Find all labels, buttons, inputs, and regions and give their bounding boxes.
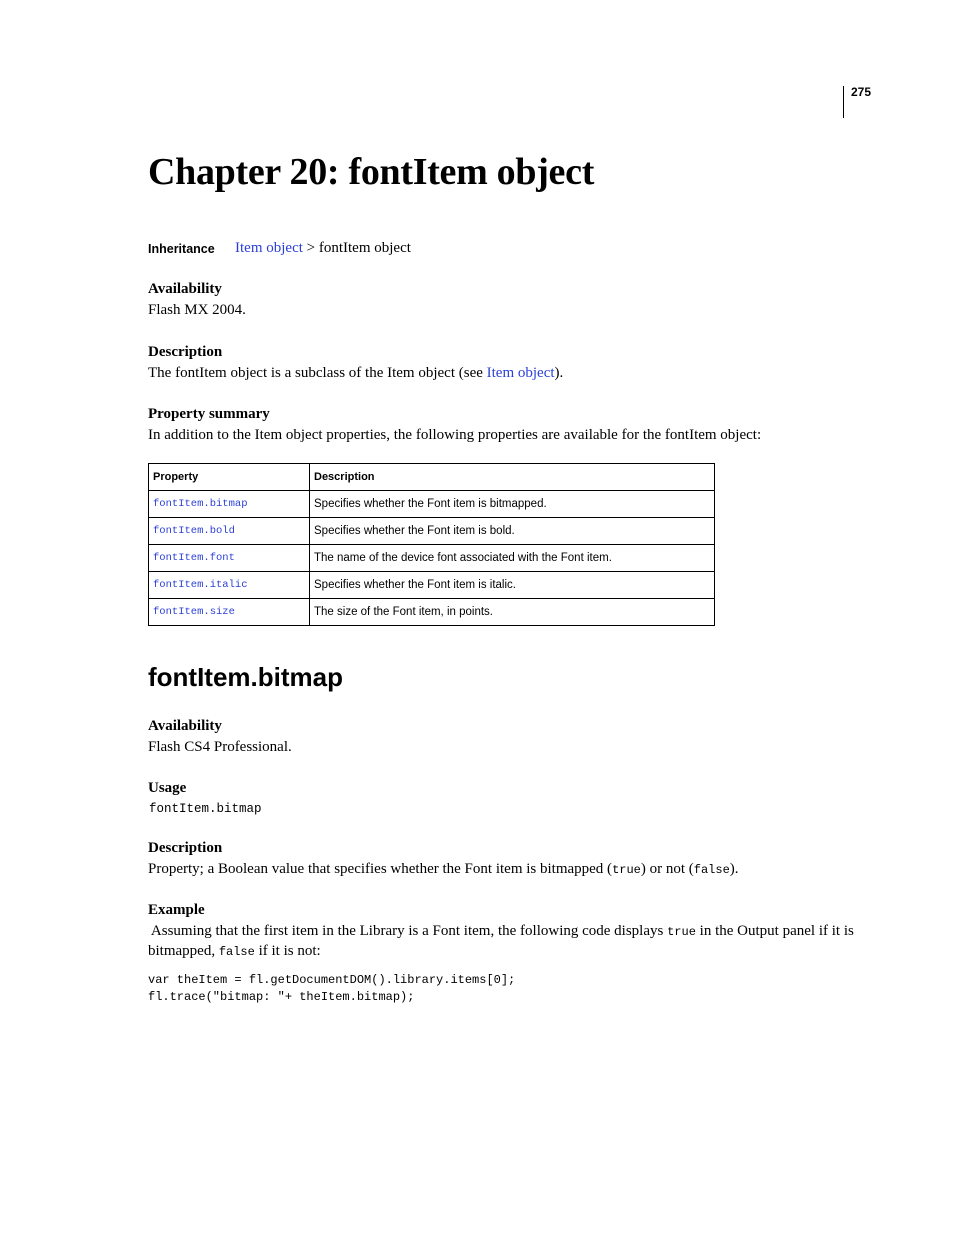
bitmap-description-heading: Description (148, 840, 223, 856)
code-line: var theItem = fl.getDocumentDOM().library.items[0]; (148, 973, 516, 987)
table-row (149, 599, 715, 626)
inline-code-false: false (218, 945, 255, 959)
desc-text: Property; a Boolean value that specifies whether the Font item is bitmapped ( (148, 861, 613, 877)
usage-code: fontItem.bitmap (149, 802, 262, 816)
column-header: Description (310, 464, 715, 491)
bitmap-description-text (148, 861, 739, 878)
inline-code-false: false (693, 863, 730, 877)
usage-heading: Usage (148, 780, 187, 796)
property-description: The name of the device font associated with the Font item. (310, 545, 715, 572)
example-text-line-2 (148, 943, 321, 960)
property-summary-heading: Property summary (148, 406, 270, 422)
table-row (149, 572, 715, 599)
property-link[interactable]: fontItem.bitmap (149, 491, 310, 518)
desc-text: ). (729, 861, 739, 877)
chapter-title: Chapter 20: fontItem object (148, 151, 595, 193)
property-link[interactable]: fontItem.size (149, 599, 310, 626)
column-header: Property (149, 464, 310, 491)
example-text-line-1 (148, 923, 854, 940)
inheritance-rest: > fontItem object (302, 240, 411, 256)
bitmap-availability-heading: Availability (148, 718, 222, 734)
property-description: The size of the Font item, in points. (310, 599, 715, 626)
bitmap-availability-text: Flash CS4 Professional. (148, 739, 292, 755)
example-heading: Example (148, 902, 205, 918)
description-text-start: The fontItem object is a subclass of the Item object (see (148, 365, 487, 381)
inline-code-true: true (612, 863, 641, 877)
inline-code-true: true (667, 925, 696, 939)
table-row (149, 545, 715, 572)
availability-heading: Availability (148, 281, 222, 297)
item-object-link[interactable]: Item object (486, 365, 555, 381)
table-header-row (149, 464, 715, 491)
property-summary-intro: In addition to the Item object properties, the following properties are available for the fontItem object: (148, 427, 762, 443)
availability-text: Flash MX 2004. (148, 302, 246, 318)
page-number: 275 (851, 85, 872, 99)
description-text (148, 365, 563, 382)
desc-text: ) or not ( (640, 861, 694, 877)
item-object-link[interactable]: Item object (235, 240, 303, 256)
inheritance-label: Inheritance (148, 242, 215, 256)
property-link[interactable]: fontItem.italic (149, 572, 310, 599)
code-line: fl.trace("bitmap: "+ theItem.bitmap); (148, 990, 415, 1004)
example-text: bitmapped, (148, 943, 219, 959)
description-text-end: ). (554, 365, 564, 381)
property-description: Specifies whether the Font item is bitmapped. (310, 491, 715, 518)
property-link[interactable]: fontItem.font (149, 545, 310, 572)
property-table (148, 463, 715, 626)
example-text: in the Output panel if it is (695, 923, 854, 939)
table-row (149, 491, 715, 518)
property-link[interactable]: fontItem.bold (149, 518, 310, 545)
section-title: fontItem.bitmap (148, 662, 343, 692)
example-text: if it is not: (254, 943, 321, 959)
example-code-block (148, 972, 515, 1006)
example-text: Assuming that the first item in the Library is a Font item, the following code displays (148, 923, 668, 939)
property-description: Specifies whether the Font item is italic. (310, 572, 715, 599)
inheritance-value (235, 240, 411, 257)
table-row (149, 518, 715, 545)
page-number-rule (843, 86, 844, 118)
description-heading: Description (148, 344, 223, 360)
property-description: Specifies whether the Font item is bold. (310, 518, 715, 545)
